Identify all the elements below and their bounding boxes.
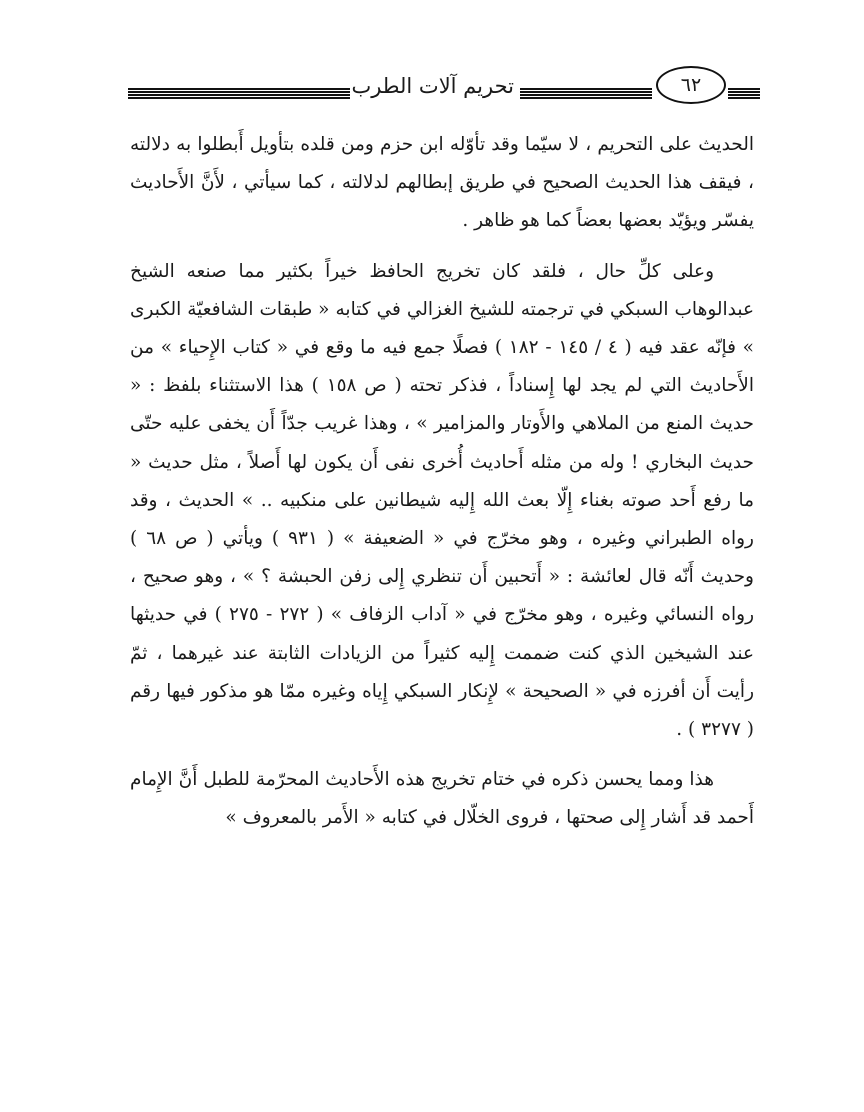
page-body: [130, 126, 754, 838]
header-rule-right: [728, 88, 760, 100]
page-header: [128, 62, 760, 108]
running-title: تحريم آلات الطرب: [351, 74, 514, 98]
paragraph-imam-ahmad: هذا ومما يحسن ذكره في ختام تخريج هذه الأَحاديث المحرّمة للطبل أَنَّ الإِمام أَحمد قد أَشار إِلى صحتها ، فروى الخلّال في كتابه « الأَمر بالمعروف »: [130, 769, 754, 829]
page-number: ٦٢: [656, 66, 726, 104]
header-rule-left: [128, 88, 350, 100]
paragraph-continuation: الحديث على التحريم ، لا سيّما وقد تأوّله ابن حزم ومن قلده بتأويل أَبطلوا به دلالته ، فيقف هذا الحديث الصحيح في طريق إبطالهم لدلالته ، كما سيأتي ، لأَنَّ الأَحاديث يفسّر ويؤيّد بعضها بعضاً كما هو ظاهر .: [130, 134, 754, 232]
paragraph-sobki-critique: وعلى كلِّ حال ، فلقد كان تخريج الحافظ خيراً بكثير مما صنعه الشيخ عبدالوهاب السبكي في ترجمته للشيخ الغزالي في كتابه « طبقات الشافعيّة الكبرى » فإنّه عقد فيه ( ٤ / ١٤٥ - ١٨٢ ) فصلًا جمع فيه ما وقع في « كتاب الإِحياء » من الأَحاديث التي لم يجد لها إِسناداً ، فذكر تحته ( ص ١٥٨ ) هذا الاستثناء بلفظ : « حديث المنع من الملاهي والأَوتار والمزامير » ، وهذا غريب جدّاً أَن يخفى عليه حتّى حديث البخاري ! وله من مثله أَحاديث أُخرى نفى أَن يكون لها أَصلاً ، مثل حديث « ما رفع أَحد صوته بغناء إِلّا بعث الله إِليه شيطانين على منكبيه .. » الحديث ، وقد رواه الطبراني وغيره ، وهو مخرّج في « الضعيفة » ( ٩٣١ ) ويأتي ( ص ٦٨ ) وحديث أَنّه قال لعائشة : « أَتحبين أَن تنظري إِلى زفن الحبشة ؟ » ، وهو صحيح ، رواه النسائي وغيره ، وهو مخرّج في « آداب الزفاف » ( ٢٧٢ - ٢٧٥ ) في حديثها عند الشيخين الذي كنت ضممت إِليه كثيراً من الزيادات الثابتة عند غيرهما ، ثمّ رأيت أَن أفرزه في « الصحيحة » لإِنكار السبكي إِياه وغيره ممّا هو مذكور فيها رقم ( ٣٢٧٧ ) .: [130, 260, 755, 741]
header-rule-middle: [520, 88, 652, 100]
